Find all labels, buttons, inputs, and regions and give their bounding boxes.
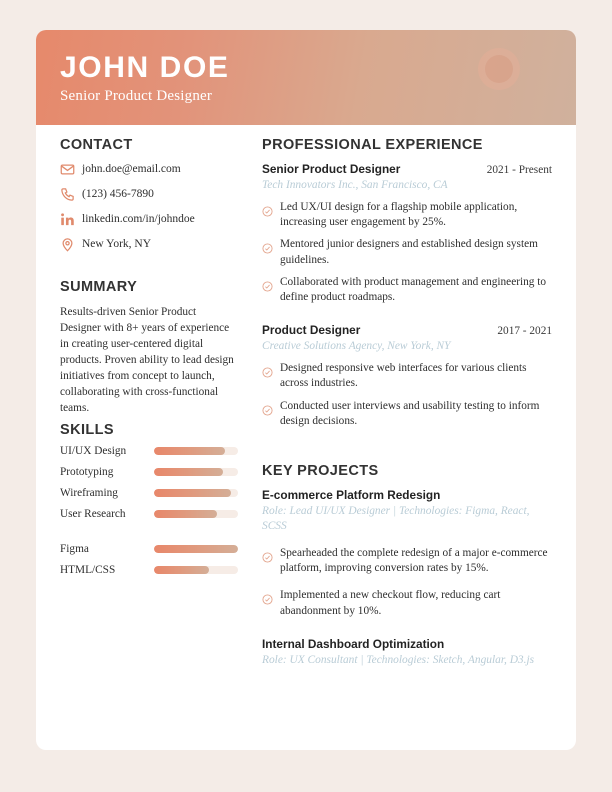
job-dates: 2021 - Present xyxy=(486,164,552,176)
list-item xyxy=(262,237,552,268)
header-text-block xyxy=(60,52,230,105)
project-name: Internal Dashboard Optimization xyxy=(262,636,445,651)
spacer xyxy=(262,627,552,637)
project-entry xyxy=(262,637,552,668)
decorative-ring-icon xyxy=(478,48,520,90)
bullet-text: Conducted user interviews and usability testing to inform design decisions. xyxy=(280,399,540,427)
project-entry xyxy=(262,488,552,619)
skill-group-tools xyxy=(60,543,238,576)
skill-track xyxy=(154,468,238,476)
contact-value-linkedin: linkedin.com/in/johndoe xyxy=(82,212,195,225)
skill-fill xyxy=(154,510,217,518)
circle-check-icon xyxy=(262,275,280,297)
skill-label: HTML/CSS xyxy=(60,564,116,577)
sidebar-column xyxy=(36,125,252,676)
contact-item-email[interactable] xyxy=(60,162,238,177)
contact-value-location: New York, NY xyxy=(82,237,152,250)
skill-row xyxy=(60,508,238,520)
main-column xyxy=(252,125,576,676)
circle-check-icon xyxy=(262,399,280,421)
spacer xyxy=(262,437,552,463)
list-item xyxy=(262,275,552,306)
job-dates: 2017 - 2021 xyxy=(497,325,552,338)
spacer xyxy=(60,262,238,279)
list-item xyxy=(262,399,552,430)
entry-header xyxy=(262,323,552,337)
entry-header xyxy=(262,162,552,176)
linkedin-icon xyxy=(60,212,82,227)
skill-label: Figma xyxy=(60,543,89,556)
skill-row xyxy=(60,543,238,555)
page-title: JOHN DOE xyxy=(60,51,230,84)
list-item xyxy=(262,546,552,577)
contact-item-location[interactable] xyxy=(60,237,238,252)
experience-entry xyxy=(262,323,552,429)
skill-track xyxy=(154,489,238,497)
list-item xyxy=(262,588,552,619)
skill-row xyxy=(60,564,238,576)
bullet-text: Collaborated with product management and engineering to define product roadmaps. xyxy=(280,275,547,304)
list-item xyxy=(262,361,552,392)
bullet-text: Led UX/UI design for a flagship mobile application, increasing user engagement by 25%. xyxy=(280,200,518,229)
skill-fill xyxy=(154,566,209,574)
skill-fill xyxy=(154,489,231,497)
project-name: E-commerce Platform Redesign xyxy=(262,488,441,503)
circle-check-icon xyxy=(262,546,280,568)
skill-row xyxy=(60,487,238,499)
skill-fill xyxy=(154,468,223,476)
header-subtitle: Senior Product Designer xyxy=(60,87,213,104)
section-heading-summary: SUMMARY xyxy=(60,279,138,295)
section-heading-experience: PROFESSIONAL EXPERIENCE xyxy=(262,137,483,153)
experience-entry xyxy=(262,162,552,305)
project-meta: Role: UX Consultant | Technologies: Sketch, Angular, D3.js xyxy=(262,653,535,666)
section-heading-skills: SKILLS xyxy=(60,422,114,439)
skill-fill xyxy=(154,447,225,455)
bullet-text: Designed responsive web interfaces for various clients across industries. xyxy=(280,362,527,390)
bullet-text: Mentored junior designers and established design system guidelines. xyxy=(280,238,538,266)
envelope-icon xyxy=(60,162,82,177)
bullet-text: Spearheaded the complete redesign of a major e-commerce platform, improving conversion rates by 15%. xyxy=(280,546,548,575)
circle-check-icon xyxy=(262,200,280,222)
project-meta: Role: Lead UI/UX Designer | Technologies: Figma, React, SCSS xyxy=(262,505,530,532)
contact-item-phone[interactable] xyxy=(60,187,238,202)
list-item xyxy=(262,200,552,231)
circle-check-icon xyxy=(262,237,280,259)
job-title: Senior Product Designer xyxy=(262,162,401,176)
skill-label: User Research xyxy=(60,508,126,521)
skill-track xyxy=(154,447,238,455)
job-company: Tech Innovators Inc., San Francisco, CA xyxy=(262,179,448,191)
contact-value-email: john.doe@email.com xyxy=(82,162,181,175)
circle-check-icon xyxy=(262,361,280,383)
skill-track xyxy=(154,510,238,518)
contact-item-linkedin[interactable] xyxy=(60,212,238,227)
job-title: Product Designer xyxy=(262,323,361,338)
skill-row xyxy=(60,466,238,478)
location-pin-icon xyxy=(60,237,82,252)
phone-icon xyxy=(60,187,82,202)
skill-label: Wireframing xyxy=(60,487,118,500)
skill-label: UI/UX Design xyxy=(60,445,127,458)
spacer xyxy=(262,313,552,323)
resume-header-band xyxy=(36,30,576,125)
skill-group-primary xyxy=(60,445,238,520)
contact-value-phone: (123) 456-7890 xyxy=(82,187,154,200)
circle-check-icon xyxy=(262,588,280,610)
bullet-text: Implemented a new checkout flow, reducing cart abandonment by 10%. xyxy=(280,589,501,617)
section-heading-contact: CONTACT xyxy=(60,137,133,153)
skill-row xyxy=(60,445,238,457)
summary-text: Results-driven Senior Product Designer with 8+ years of experience in creating user-centered digital products. Proven ability to lead design initiatives from concept to launch, collaborating with cross-functional teams. xyxy=(60,306,234,415)
job-company: Creative Solutions Agency, New York, NY xyxy=(262,340,451,353)
skill-track xyxy=(154,566,238,574)
section-heading-projects: KEY PROJECTS xyxy=(262,463,379,480)
resume-body xyxy=(36,125,576,676)
skill-fill xyxy=(154,545,238,553)
skill-label: Prototyping xyxy=(60,466,114,479)
skill-track xyxy=(154,545,238,553)
spacer xyxy=(60,529,238,543)
